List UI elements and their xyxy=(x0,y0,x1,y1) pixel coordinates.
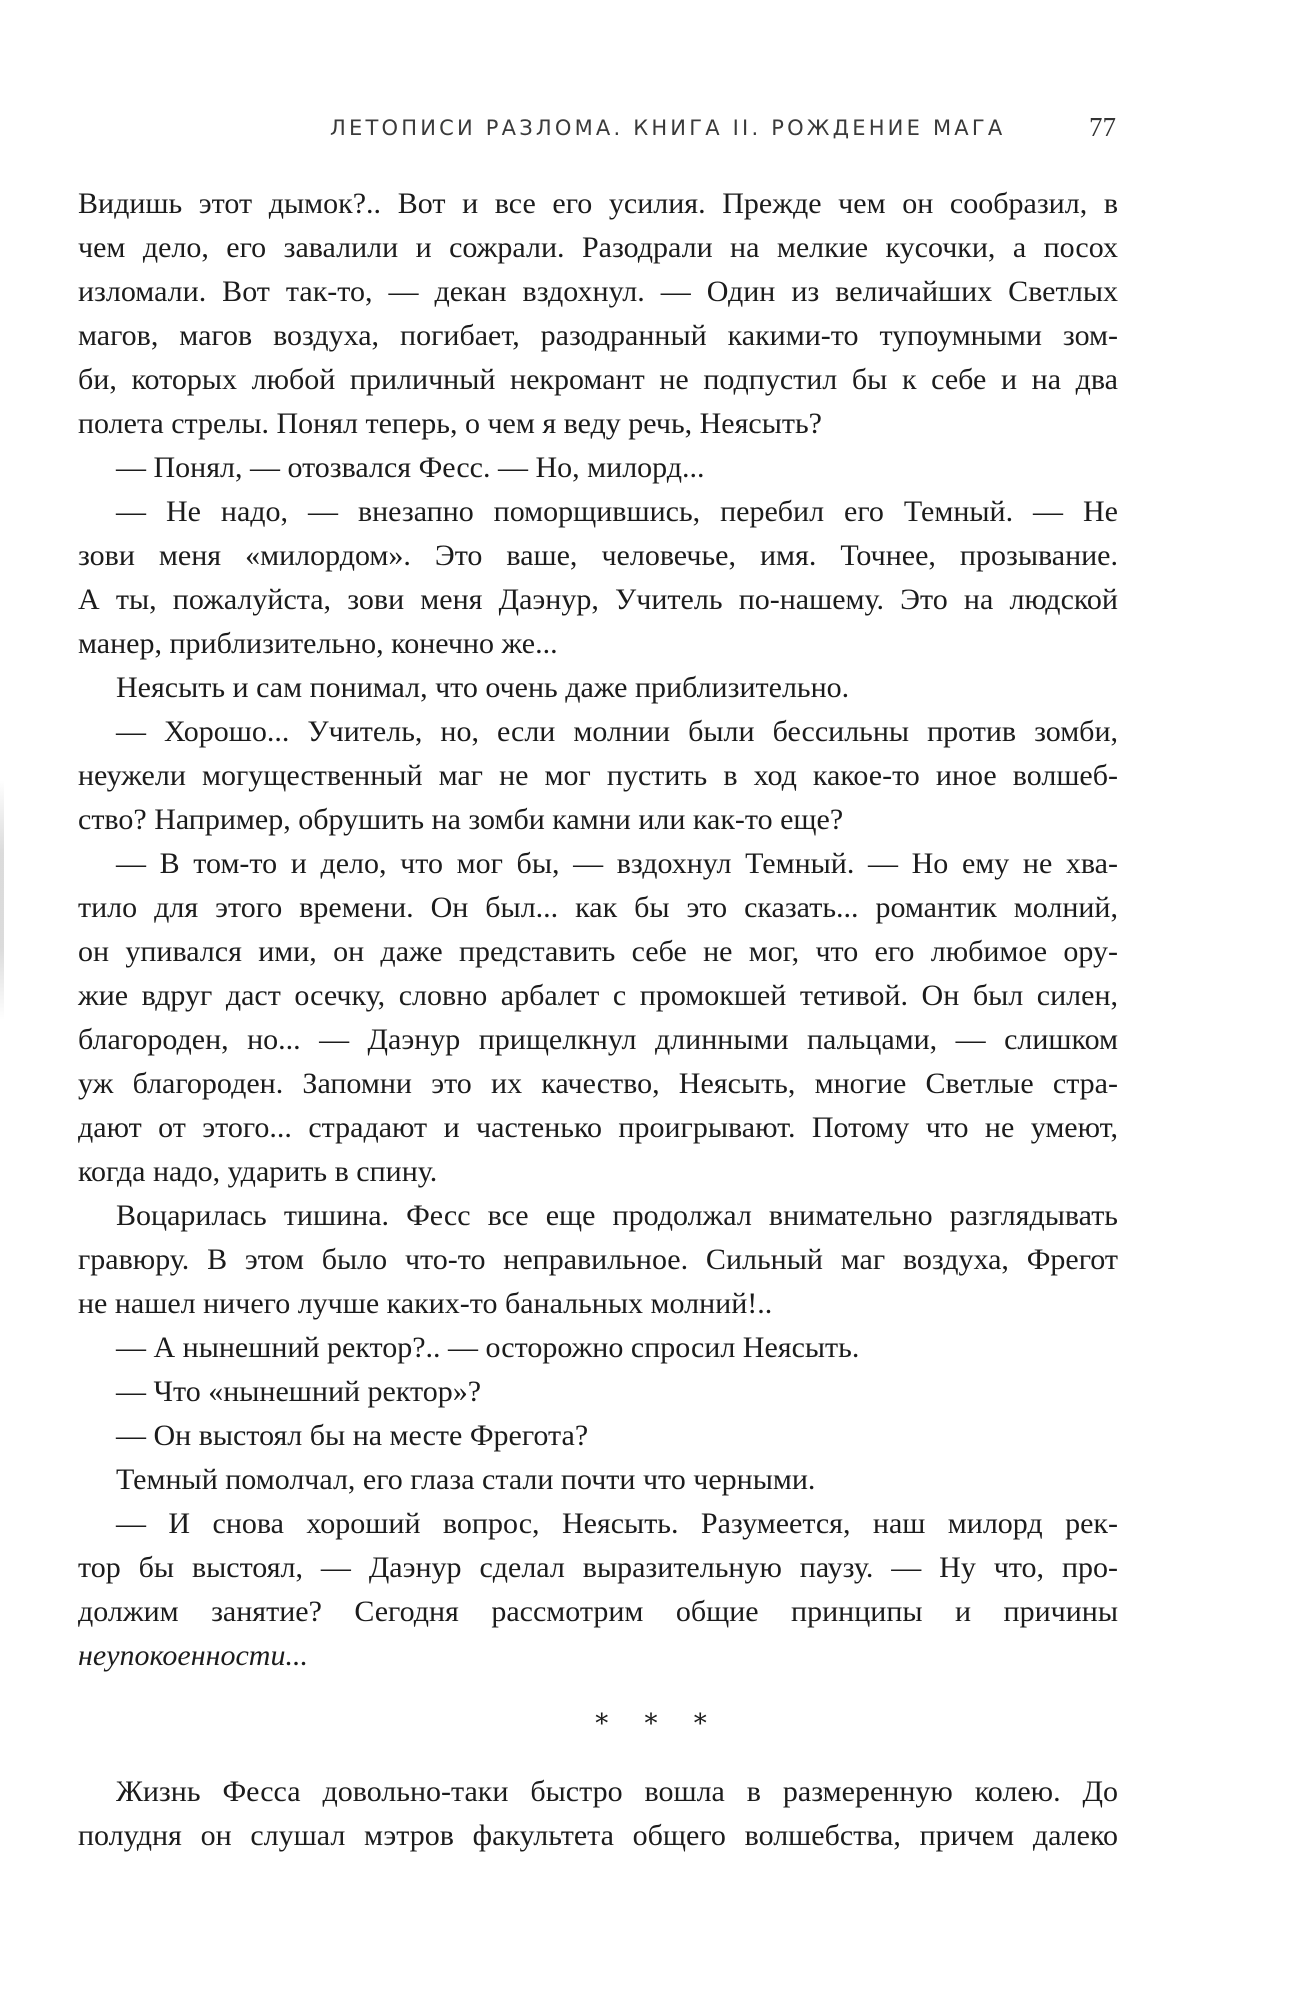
text-line: Видишь этот дымок?.. Вот и все его усилия. Прежде чем он сообразил, в xyxy=(78,187,1118,220)
text-line: жие вдруг даст осечку, словно арбалет с промокшей тетивой. Он был силен, xyxy=(78,979,1118,1012)
text-line: должим занятие? Сегодня рассмотрим общие принципы и причины xyxy=(78,1595,1118,1628)
section-separator: * * * xyxy=(595,1709,721,1739)
text-line: изломали. Вот так-то, — декан вздохнул. — Один из величайших Светлых xyxy=(78,275,1118,308)
text-line: неупокоенности... xyxy=(78,1639,308,1672)
text-line: Неясыть и сам понимал, что очень даже приблизительно. xyxy=(116,671,850,704)
text-line: зови меня «милордом». Это ваше, человечье, имя. Точнее, прозывание. xyxy=(78,539,1118,572)
running-title: ЛЕТОПИСИ РАЗЛОМА. КНИГА II. РОЖДЕНИЕ МАГА xyxy=(330,116,1006,140)
text-line: Жизнь Фесса довольно-таки быстро вошла в размеренную колею. До xyxy=(116,1775,1118,1808)
text-line: неужели могущественный маг не мог пустить в ход какое-то иное волшеб- xyxy=(78,759,1118,792)
text-line: — Хорошо... Учитель, но, если молнии были бессильны против зомби, xyxy=(116,715,1118,748)
body-text xyxy=(78,182,1118,1858)
text-line: гравюру. В этом было что-то неправильное. Сильный маг воздуха, Фрегот xyxy=(78,1243,1118,1276)
text-line: ство? Например, обрушить на зомби камни или как-то еще? xyxy=(78,803,844,836)
text-line: Темный помолчал, его глаза стали почти что черными. xyxy=(116,1463,816,1496)
text-line: — Он выстоял бы на месте Фрегота? xyxy=(116,1419,589,1452)
text-line: — Понял, — отозвался Фесс. — Но, милорд... xyxy=(116,451,705,484)
text-line: дают от этого... страдают и частенько проигрывают. Потому что не умеют, xyxy=(78,1111,1118,1144)
text-line: Воцарилась тишина. Фесс все еще продолжал внимательно разглядывать xyxy=(116,1199,1118,1232)
text-line: А ты, пожалуйста, зови меня Даэнур, Учитель по-нашему. Это на людской xyxy=(78,583,1118,616)
text-line: — И снова хороший вопрос, Неясыть. Разумеется, наш милорд рек- xyxy=(116,1507,1118,1540)
text-line: тило для этого времени. Он был... как бы это сказать... романтик молний, xyxy=(78,891,1118,924)
text-line: манер, приблизительно, конечно же... xyxy=(78,627,558,660)
scan-margin-shadow xyxy=(0,780,4,1020)
text-line: чем дело, его завалили и сожрали. Разодрали на мелкие кусочки, а посох xyxy=(78,231,1118,264)
text-line: когда надо, ударить в спину. xyxy=(78,1155,438,1188)
page-number: 77 xyxy=(1089,112,1116,142)
text-line: полета стрелы. Понял теперь, о чем я веду речь, Неясыть? xyxy=(78,407,822,440)
text-line: — Что «нынешний ректор»? xyxy=(116,1375,482,1408)
text-line: — А нынешний ректор?.. — осторожно спросил Неясыть. xyxy=(116,1331,860,1364)
text-line: не нашел ничего лучше каких-то банальных молний!.. xyxy=(78,1287,773,1320)
text-line: магов, магов воздуха, погибает, разодранный какими-то тупоумными зом- xyxy=(78,319,1118,352)
running-header xyxy=(330,112,1140,152)
text-line: — В том-то и дело, что мог бы, — вздохнул Темный. — Но ему не хва- xyxy=(116,847,1118,880)
text-line: тор бы выстоял, — Даэнур сделал выразительную паузу. — Ну что, про- xyxy=(78,1551,1118,1584)
text-line: полудня он слушал мэтров факультета общего волшебства, причем далеко xyxy=(78,1819,1118,1852)
text-line: би, которых любой приличный некромант не подпустил бы к себе и на два xyxy=(78,363,1118,396)
text-line: — Не надо, — внезапно поморщившись, перебил его Темный. — Не xyxy=(116,495,1118,528)
text-line: он упивался ими, он даже представить себе не мог, что его любимое ору- xyxy=(78,935,1118,968)
text-line: уж благороден. Запомни это их качество, Неясыть, многие Светлые стра- xyxy=(78,1067,1118,1100)
text-line: благороден, но... — Даэнур прищелкнул длинными пальцами, — слишком xyxy=(78,1023,1118,1056)
